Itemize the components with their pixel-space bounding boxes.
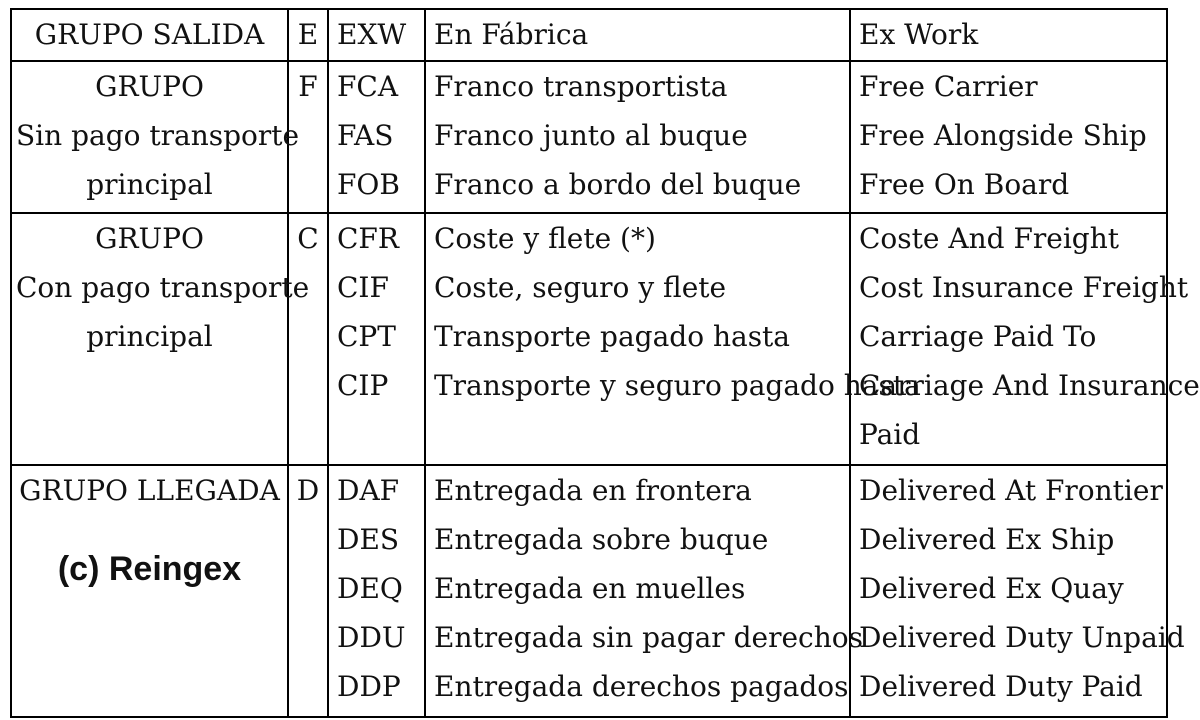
incoterm-code: CIP (337, 369, 389, 402)
english-term: Delivered Duty Unpaid (859, 621, 1185, 654)
spanish-term: Franco transportista (434, 70, 728, 103)
english-term: Cost Insurance Freight (859, 271, 1189, 304)
english-term: Free Carrier (859, 70, 1038, 103)
english-term: Delivered Duty Paid (859, 670, 1143, 703)
group-cell (11, 61, 300, 213)
english-term: Carriage And Insurance (859, 369, 1200, 402)
english-cell (850, 61, 1167, 213)
english-term: Free Alongside Ship (859, 119, 1147, 152)
spanish-term: Transporte pagado hasta (434, 320, 791, 353)
table-row (11, 465, 1167, 717)
group-letter: C (288, 213, 328, 465)
english-term: Delivered Ex Quay (859, 572, 1124, 605)
spanish-term: Entregada derechos pagados (434, 670, 849, 703)
incoterm-code: FCA (337, 70, 399, 103)
incoterm-code: FOB (337, 168, 400, 201)
incoterms-table (10, 8, 1200, 718)
group-label: principal (86, 320, 213, 353)
spanish-term: Coste y flete (*) (434, 222, 656, 255)
copyright-label: (c) Reingex (57, 550, 242, 588)
english-cell (850, 213, 1200, 465)
spanish-cell: En Fábrica (425, 9, 850, 61)
english-term: Delivered Ex Ship (859, 523, 1115, 556)
incoterm-code: CPT (337, 320, 396, 353)
incoterm-code: FAS (337, 119, 394, 152)
group-label: GRUPO LLEGADA (19, 474, 280, 507)
group-cell (11, 9, 288, 61)
english-term: Coste And Freight (859, 222, 1119, 255)
english-term: Carriage Paid To (859, 320, 1097, 353)
table-row (11, 213, 1167, 465)
english-term: Delivered At Frontier (859, 474, 1163, 507)
group-letter: F (288, 61, 328, 213)
group-cell (11, 465, 288, 717)
group-label: Con pago transporte (16, 271, 310, 304)
spanish-term: Entregada sobre buque (434, 523, 769, 556)
english-term: Free On Board (859, 168, 1070, 201)
spanish-cell (425, 61, 850, 213)
incoterm-code: CFR (337, 222, 399, 255)
table-row (11, 9, 1167, 61)
group-label: GRUPO (95, 222, 204, 255)
group-label: GRUPO SALIDA (34, 18, 265, 51)
group-label: principal (86, 168, 213, 201)
group-label: Sin pago transporte (16, 119, 300, 152)
code-cell (328, 61, 425, 213)
group-letter: D (288, 465, 328, 717)
incoterm-code: DES (337, 523, 400, 556)
spanish-cell (425, 465, 863, 717)
code-cell (328, 465, 425, 717)
spanish-term: Franco a bordo del buque (434, 168, 802, 201)
spanish-term: Entregada sin pagar derechos (434, 621, 863, 654)
spanish-term: Coste, seguro y flete (434, 271, 727, 304)
english-cell: Ex Work (850, 9, 1167, 61)
code-cell: EXW (328, 9, 425, 61)
group-label: GRUPO (95, 70, 204, 103)
group-letter: E (288, 9, 328, 61)
spanish-term: Franco junto al buque (434, 119, 748, 152)
table-row (11, 61, 1167, 213)
english-cell (850, 465, 1185, 717)
group-cell (11, 213, 310, 465)
incoterm-code: DAF (337, 474, 400, 507)
spanish-term: Entregada en frontera (434, 474, 752, 507)
incoterm-code: DEQ (337, 572, 403, 605)
english-term: Paid (859, 418, 921, 451)
code-cell (328, 213, 425, 465)
incoterm-code: CIF (337, 271, 389, 304)
spanish-term: Transporte y seguro pagado hasta (434, 369, 921, 402)
incoterm-code: DDU (337, 621, 406, 654)
incoterm-code: DDP (337, 670, 401, 703)
spanish-term: Entregada en muelles (434, 572, 746, 605)
